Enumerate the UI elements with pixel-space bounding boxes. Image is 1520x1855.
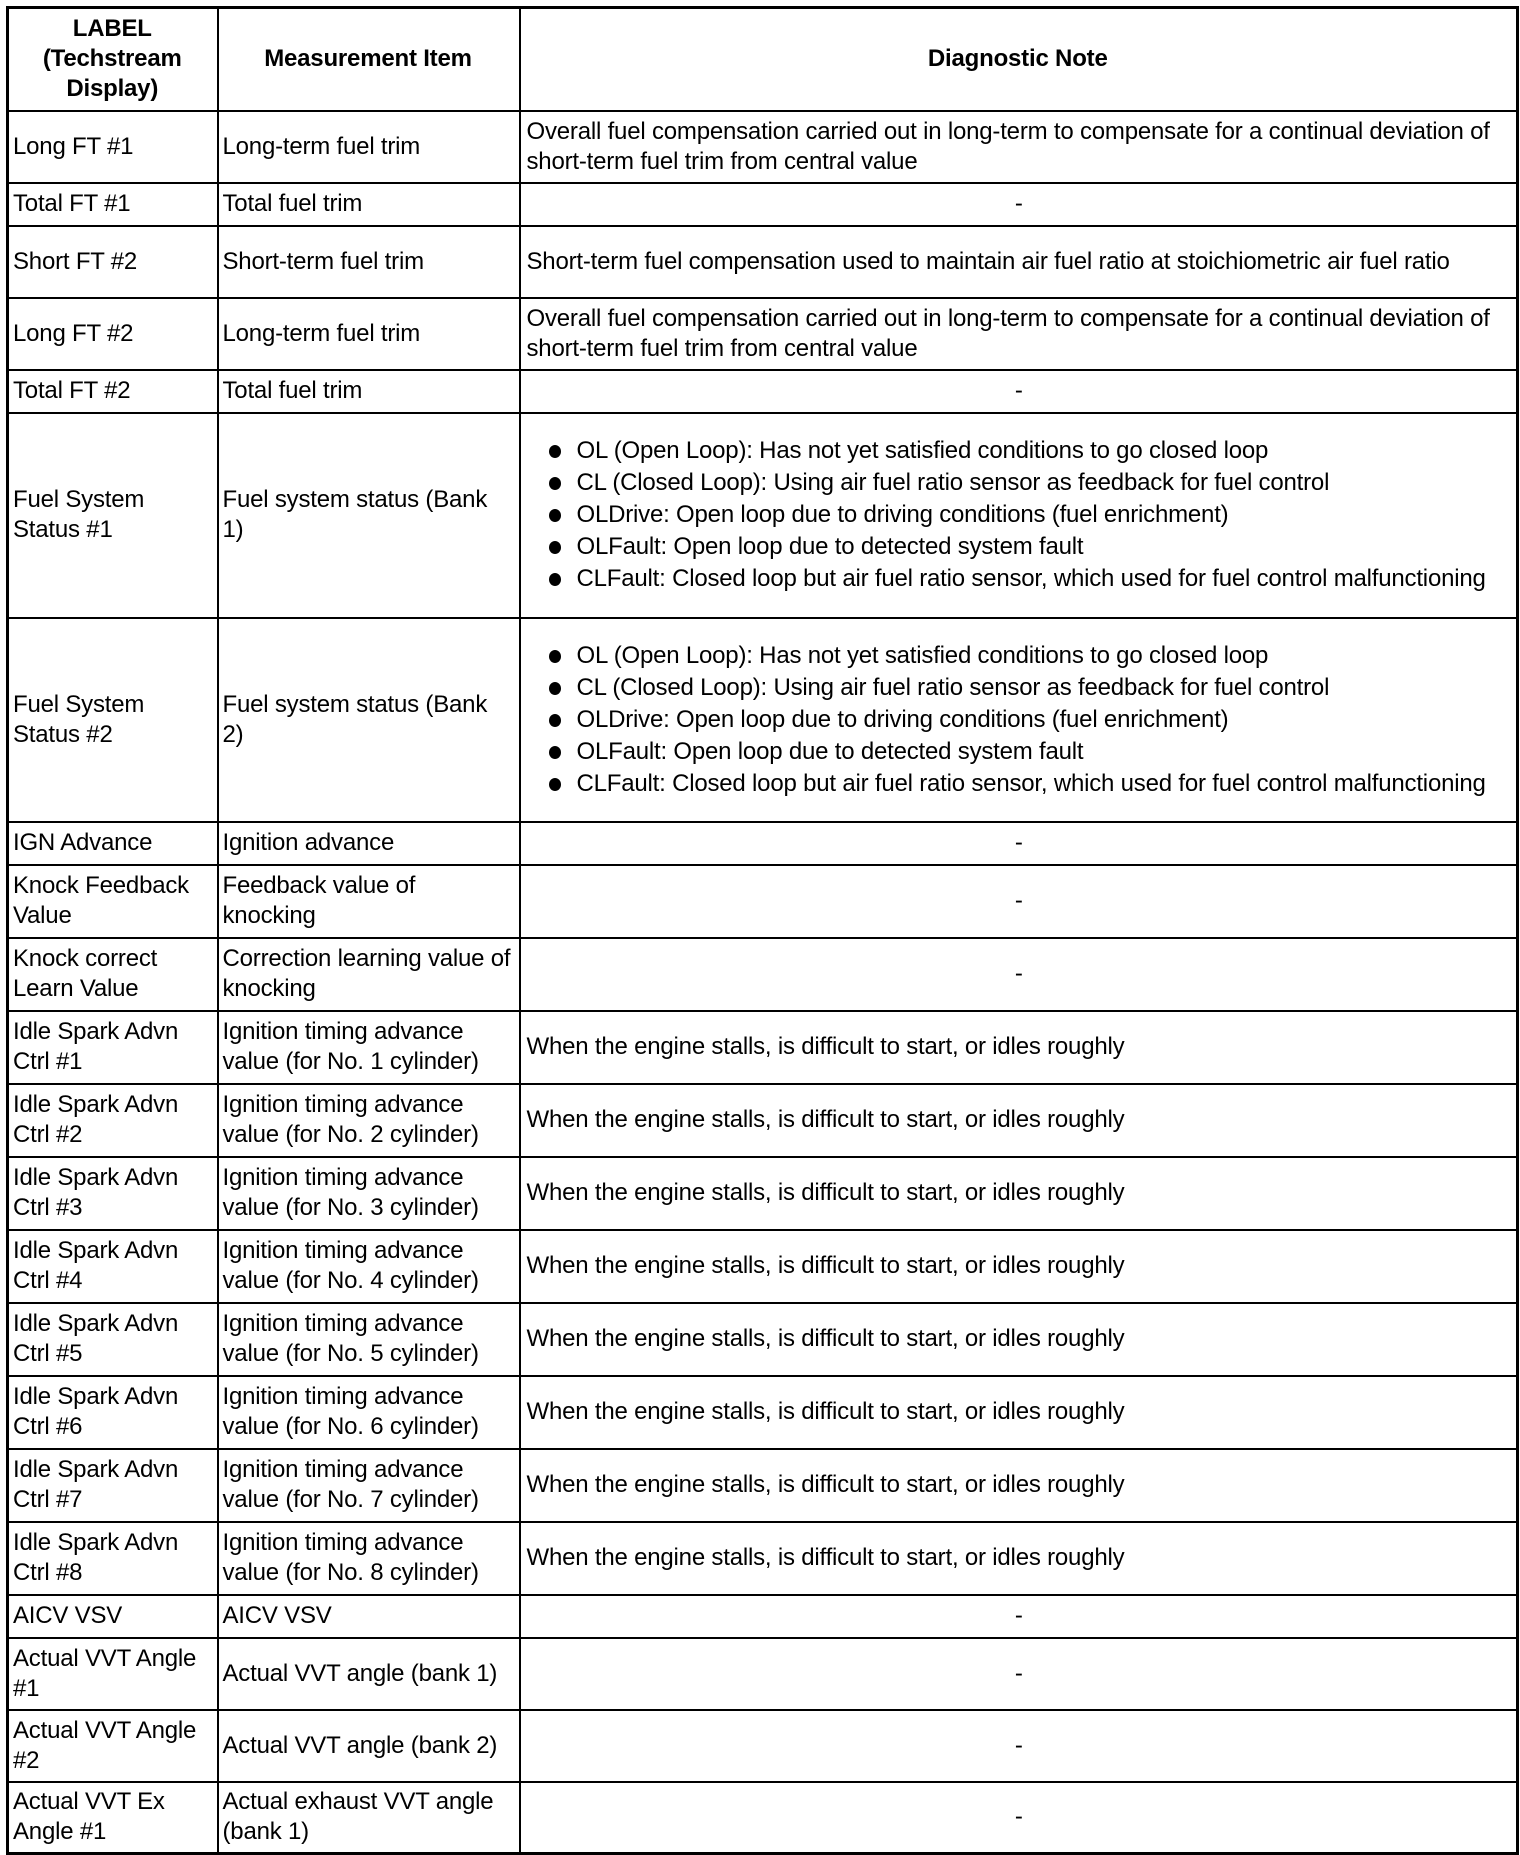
diagnostic-note-cell: - xyxy=(520,865,1518,938)
table-row xyxy=(8,1782,1518,1854)
bullet-text: OLDrive: Open loop due to driving conditions (fuel enrichment) xyxy=(576,705,1229,733)
bullet-item xyxy=(527,436,1512,466)
diagnostic-note-cell: Overall fuel compensation carried out in long-term to compensate for a continual deviation of short-term fuel trim from central value xyxy=(520,298,1518,370)
label-cell: Total FT #2 xyxy=(8,370,218,413)
measurement-item-cell: Actual exhaust VVT angle (bank 1) xyxy=(218,1782,520,1854)
label-cell: Actual VVT Angle #2 xyxy=(8,1710,218,1782)
measurement-item-cell: Ignition timing advance value (for No. 5 cylinder) xyxy=(218,1303,520,1376)
diagnostic-note-cell: Short-term fuel compensation used to maintain air fuel ratio at stoichiometric air fuel ratio xyxy=(520,226,1518,298)
table-row xyxy=(8,938,1518,1011)
diagnostic-data-table xyxy=(6,6,1519,1855)
diagnostic-note-cell: - xyxy=(520,938,1518,1011)
label-cell: Idle Spark Advn Ctrl #1 xyxy=(8,1011,218,1084)
bullet-item xyxy=(527,737,1512,767)
measurement-item-cell: Actual VVT angle (bank 2) xyxy=(218,1710,520,1782)
table-row xyxy=(8,1595,1518,1638)
bullet-text: CLFault: Closed loop but air fuel ratio sensor, which used for fuel control malfunctioning xyxy=(576,769,1486,797)
bullet-dot-icon xyxy=(549,509,561,522)
label-cell: Idle Spark Advn Ctrl #7 xyxy=(8,1449,218,1522)
diagnostic-note-cell: When the engine stalls, is difficult to start, or idles roughly xyxy=(520,1303,1518,1376)
table-row xyxy=(8,1522,1518,1595)
bullet-text: CLFault: Closed loop but air fuel ratio sensor, which used for fuel control malfunctioning xyxy=(576,565,1486,592)
bullet-item xyxy=(527,564,1512,594)
table-row xyxy=(8,413,1518,618)
status-bullet-list xyxy=(527,432,1512,598)
measurement-item-cell: Long-term fuel trim xyxy=(218,111,520,183)
bullet-text: OLFault: Open loop due to detected system fault xyxy=(576,533,1084,560)
bullet-text: OLDrive: Open loop due to driving conditions (fuel enrichment) xyxy=(576,501,1229,528)
label-cell: Idle Spark Advn Ctrl #2 xyxy=(8,1084,218,1157)
table-row xyxy=(8,618,1518,822)
bullet-item xyxy=(527,500,1512,530)
table-row xyxy=(8,370,1518,413)
diagnostic-note-cell: - xyxy=(520,183,1518,226)
bullet-text: CL (Closed Loop): Using air fuel ratio sensor as feedback for fuel control xyxy=(576,673,1330,701)
bullet-item xyxy=(527,673,1512,703)
measurement-item-cell: Ignition timing advance value (for No. 7 cylinder) xyxy=(218,1449,520,1522)
measurement-item-cell: Correction learning value of knocking xyxy=(218,938,520,1011)
measurement-item-cell: Ignition timing advance value (for No. 3 cylinder) xyxy=(218,1157,520,1230)
table-row xyxy=(8,1449,1518,1522)
measurement-item-cell: Long-term fuel trim xyxy=(218,298,520,370)
table-row xyxy=(8,1157,1518,1230)
measurement-item-cell: Fuel system status (Bank 1) xyxy=(218,413,520,618)
status-bullet-list xyxy=(527,637,1512,803)
table-row xyxy=(8,183,1518,226)
measurement-item-cell: Feedback value of knocking xyxy=(218,865,520,938)
diagnostic-note-cell xyxy=(520,618,1518,822)
measurement-item-cell: Fuel system status (Bank 2) xyxy=(218,618,520,822)
table-body xyxy=(8,111,1518,1854)
measurement-item-cell: Short-term fuel trim xyxy=(218,226,520,298)
bullet-item xyxy=(527,641,1512,671)
table-row xyxy=(8,1011,1518,1084)
measurement-item-cell: AICV VSV xyxy=(218,1595,520,1638)
diagnostic-note-cell: When the engine stalls, is difficult to start, or idles roughly xyxy=(520,1449,1518,1522)
table-row xyxy=(8,226,1518,298)
measurement-item-cell: Ignition timing advance value (for No. 4 cylinder) xyxy=(218,1230,520,1303)
bullet-dot-icon xyxy=(549,778,561,791)
label-cell: Idle Spark Advn Ctrl #4 xyxy=(8,1230,218,1303)
bullet-text: OL (Open Loop): Has not yet satisfied conditions to go closed loop xyxy=(576,641,1269,669)
label-cell: Idle Spark Advn Ctrl #5 xyxy=(8,1303,218,1376)
table-row xyxy=(8,1710,1518,1782)
label-cell: Actual VVT Ex Angle #1 xyxy=(8,1782,218,1854)
diagnostic-note-cell: When the engine stalls, is difficult to start, or idles roughly xyxy=(520,1157,1518,1230)
header-measurement-item: Measurement Item xyxy=(218,8,520,111)
bullet-dot-icon xyxy=(549,445,561,458)
diagnostic-note-cell: - xyxy=(520,1595,1518,1638)
label-cell: Total FT #1 xyxy=(8,183,218,226)
measurement-item-cell: Ignition timing advance value (for No. 8 cylinder) xyxy=(218,1522,520,1595)
label-cell: Actual VVT Angle #1 xyxy=(8,1638,218,1710)
table-row xyxy=(8,822,1518,865)
table-row xyxy=(8,1230,1518,1303)
table-row xyxy=(8,111,1518,183)
diagnostic-note-cell: - xyxy=(520,1782,1518,1854)
diagnostic-note-cell: - xyxy=(520,822,1518,865)
diagnostic-note-cell: When the engine stalls, is difficult to start, or idles roughly xyxy=(520,1376,1518,1449)
bullet-item xyxy=(527,532,1512,562)
bullet-dot-icon xyxy=(549,714,561,727)
label-cell: Fuel System Status #2 xyxy=(8,618,218,822)
diagnostic-note-cell xyxy=(520,413,1518,618)
measurement-item-cell: Ignition timing advance value (for No. 1 cylinder) xyxy=(218,1011,520,1084)
measurement-item-cell: Ignition timing advance value (for No. 6 cylinder) xyxy=(218,1376,520,1449)
label-cell: Knock correct Learn Value xyxy=(8,938,218,1011)
measurement-item-cell: Ignition timing advance value (for No. 2 cylinder) xyxy=(218,1084,520,1157)
table-row xyxy=(8,298,1518,370)
measurement-item-cell: Ignition advance xyxy=(218,822,520,865)
label-cell: Short FT #2 xyxy=(8,226,218,298)
measurement-item-cell: Actual VVT angle (bank 1) xyxy=(218,1638,520,1710)
bullet-dot-icon xyxy=(549,682,561,695)
label-cell: Fuel System Status #1 xyxy=(8,413,218,618)
bullet-text: OLFault: Open loop due to detected system fault xyxy=(576,737,1084,765)
measurement-item-cell: Total fuel trim xyxy=(218,370,520,413)
label-cell: IGN Advance xyxy=(8,822,218,865)
diagnostic-note-cell: - xyxy=(520,1638,1518,1710)
header-diagnostic-note: Diagnostic Note xyxy=(520,8,1518,111)
bullet-item xyxy=(527,468,1512,498)
measurement-item-cell: Total fuel trim xyxy=(218,183,520,226)
table-row xyxy=(8,1303,1518,1376)
label-cell: Long FT #1 xyxy=(8,111,218,183)
diagnostic-note-cell: - xyxy=(520,370,1518,413)
diagnostic-note-cell: When the engine stalls, is difficult to start, or idles roughly xyxy=(520,1084,1518,1157)
header-row xyxy=(8,8,1518,111)
diagnostic-note-cell: - xyxy=(520,1710,1518,1782)
label-cell: Idle Spark Advn Ctrl #3 xyxy=(8,1157,218,1230)
bullet-dot-icon xyxy=(549,541,561,554)
label-cell: AICV VSV xyxy=(8,1595,218,1638)
bullet-dot-icon xyxy=(549,746,561,759)
header-label: LABEL (Techstream Display) xyxy=(8,8,218,111)
bullet-dot-icon xyxy=(549,573,561,586)
diagnostic-note-cell: When the engine stalls, is difficult to start, or idles roughly xyxy=(520,1011,1518,1084)
bullet-dot-icon xyxy=(549,477,561,490)
table-row xyxy=(8,1084,1518,1157)
label-cell: Long FT #2 xyxy=(8,298,218,370)
bullet-item xyxy=(527,705,1512,735)
diagnostic-note-cell: When the engine stalls, is difficult to start, or idles roughly xyxy=(520,1230,1518,1303)
table-row xyxy=(8,1376,1518,1449)
bullet-dot-icon xyxy=(549,650,561,663)
diagnostic-note-cell: Overall fuel compensation carried out in long-term to compensate for a continual deviation of short-term fuel trim from central value xyxy=(520,111,1518,183)
bullet-item xyxy=(527,769,1512,799)
label-cell: Idle Spark Advn Ctrl #6 xyxy=(8,1376,218,1449)
diagnostic-note-cell: When the engine stalls, is difficult to start, or idles roughly xyxy=(520,1522,1518,1595)
bullet-text: OL (Open Loop): Has not yet satisfied conditions to go closed loop xyxy=(576,437,1269,464)
table-row xyxy=(8,865,1518,938)
label-cell: Idle Spark Advn Ctrl #8 xyxy=(8,1522,218,1595)
label-cell: Knock Feedback Value xyxy=(8,865,218,938)
bullet-text: CL (Closed Loop): Using air fuel ratio sensor as feedback for fuel control xyxy=(576,469,1330,496)
table-row xyxy=(8,1638,1518,1710)
